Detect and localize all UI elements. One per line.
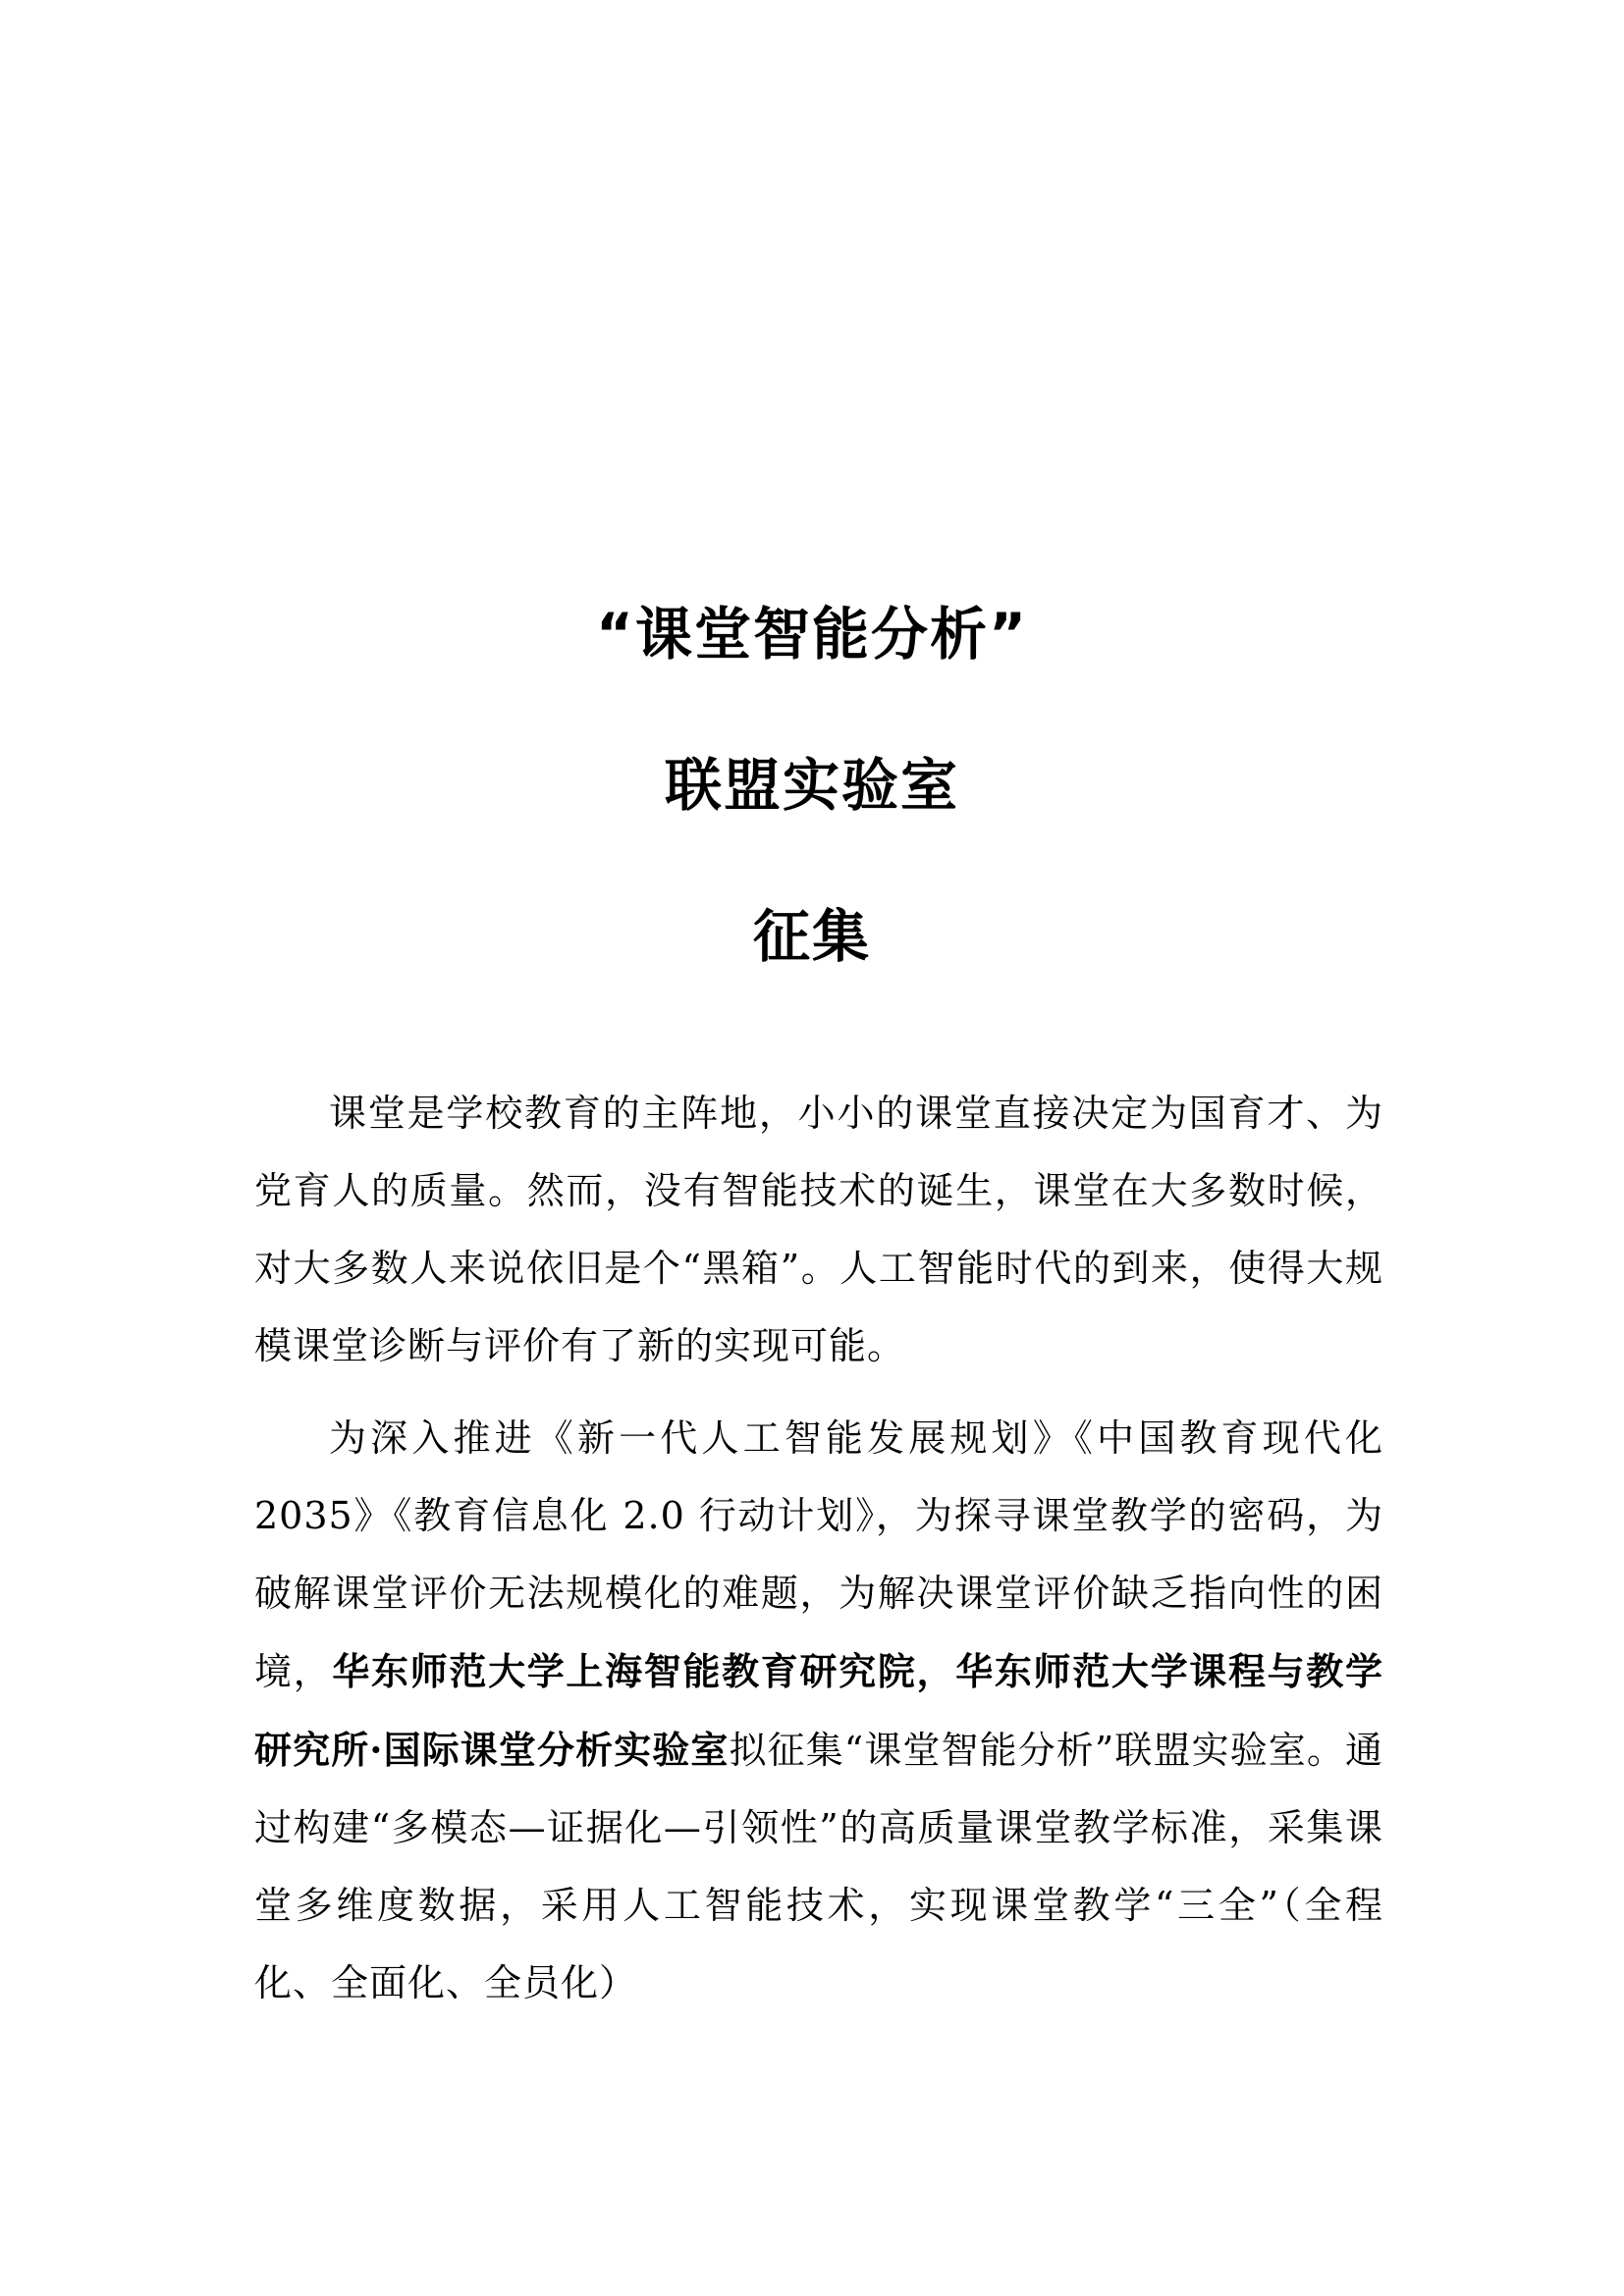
body-text bbox=[254, 1075, 1383, 2037]
organizer-names: 华东师范大学上海智能教育研究院，华东师范大学课程与教学研究所·国际课堂分析实验室 bbox=[254, 1649, 1383, 1772]
document-title bbox=[0, 599, 1624, 1052]
title-line-3: 征集 bbox=[752, 903, 871, 970]
paragraph-initiative-part2: 拟征集“课堂智能分析”联盟实验室。通过构建“多模态—证据化—引领性”的高质量课堂教学标准，采集课堂多维度数据，采用人工智能技术，实现课堂教学“三全”（全程化、全面化、全员化） bbox=[254, 1729, 1384, 2004]
paragraph-initiative-part1: 为深入推进《新一代人工智能发展规划》《中国教育现代化 2035》《教育信息化 2.0 行动计划》，为探寻课堂教学的密码，为破解课堂评价无法规模化的难题，为解决课堂评价缺乏指向性的困境， bbox=[254, 1416, 1383, 1693]
paragraph-initiative bbox=[254, 1400, 1383, 2022]
paragraph-intro: 课堂是学校教育的主阵地，小小的课堂直接决定为国育才、为党育人的质量。然而，没有智能技术的诞生，课堂在大多数时候，对大多数人来说依旧是个“黑箱”。人工智能时代的到来，使得大规模课堂诊断与评价有了新的实现可能。 bbox=[254, 1092, 1383, 1367]
title-line-1: “课堂智能分析” bbox=[595, 601, 1029, 667]
title-line-2: 联盟实验室 bbox=[664, 752, 959, 819]
